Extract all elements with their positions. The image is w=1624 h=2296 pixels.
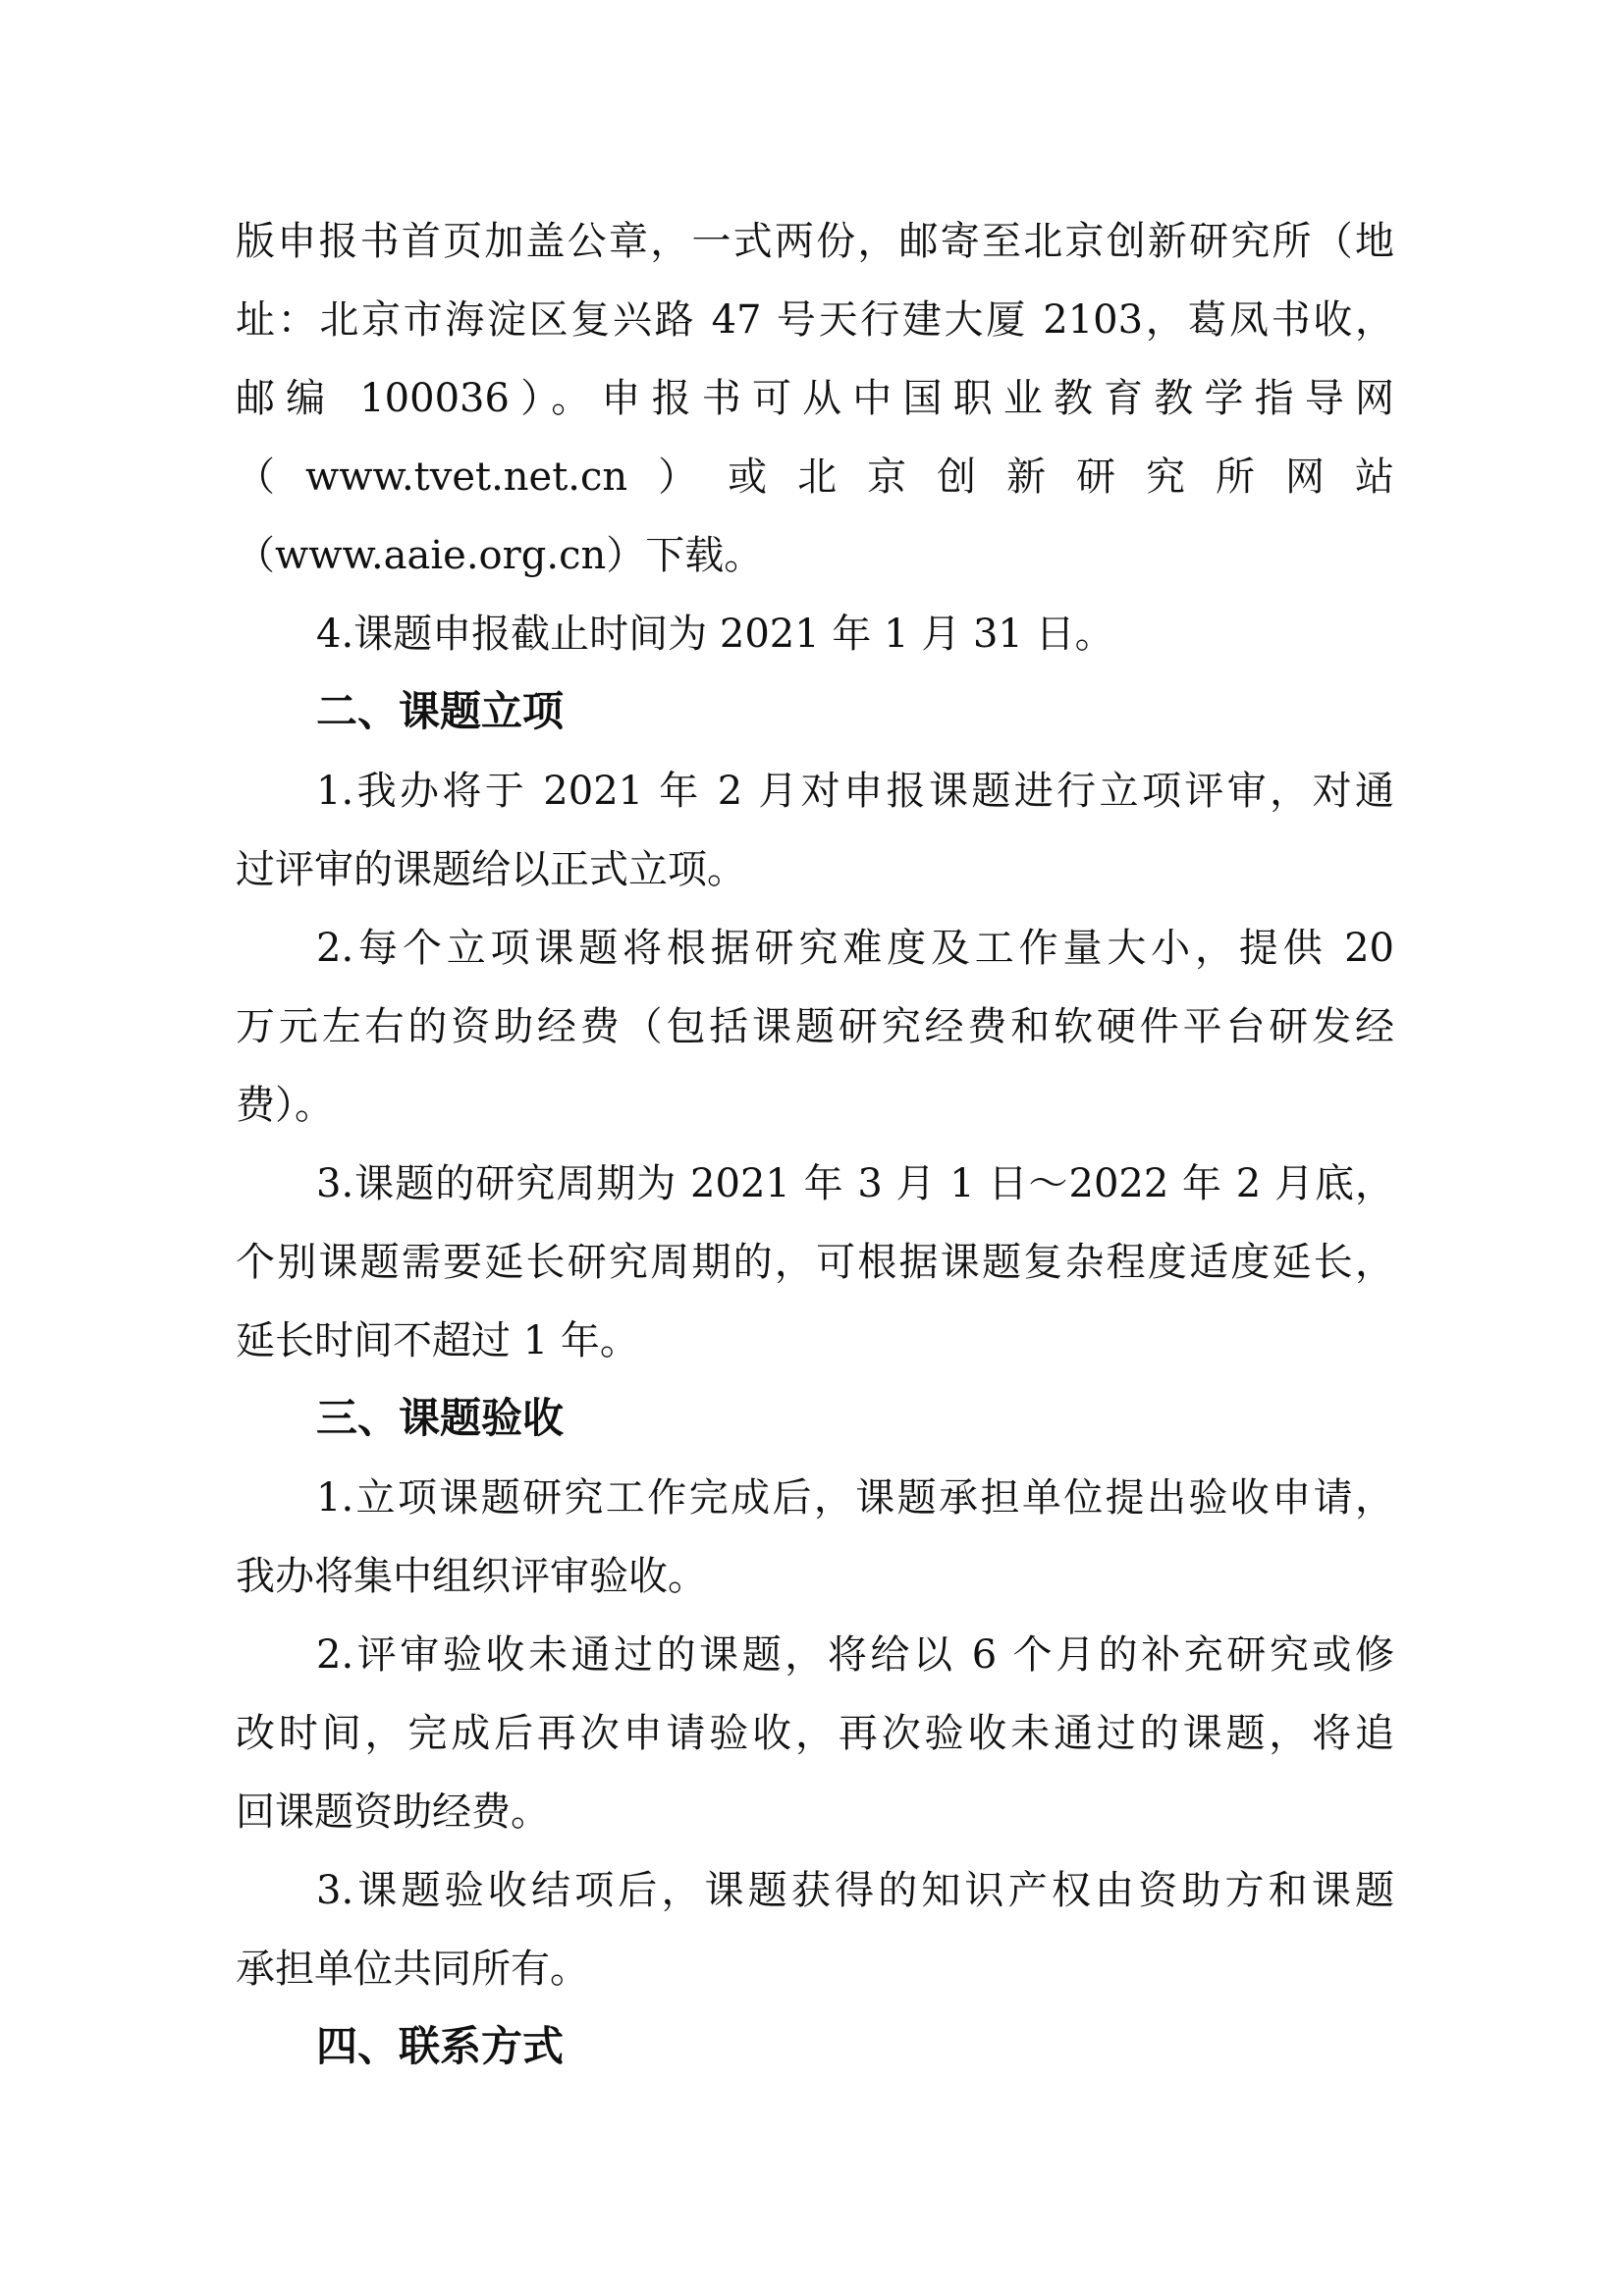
list-item: 1.立项课题研究工作完成后，课题承担单位提出验收申请， — [316, 1475, 1394, 1521]
paragraph-line: 版申报书首页加盖公章，一式两份，邮寄至北京创新研究所（地 — [236, 219, 1394, 264]
paragraph-line: 址：北京市海淀区复兴路 47 号天行建大厦 2103，葛凤书收， — [236, 297, 1394, 343]
paragraph-line: 邮编 100036）。申报书可从中国职业教育教学指导网 — [236, 376, 1394, 421]
list-item: 1.我办将于 2021 年 2 月对申报课题进行立项评审，对通 — [316, 769, 1394, 814]
list-item-continuation: 改时间，完成后再次申请验收，再次验收未通过的课题，将追 — [236, 1711, 1394, 1756]
list-item-continuation: 费）。 — [236, 1083, 334, 1128]
list-item-continuation: 过评审的课题给以正式立项。 — [236, 847, 746, 892]
section-heading-project-approval: 二、课题立项 — [316, 687, 565, 735]
list-item: 2.每个立项课题将根据研究难度及工作量大小，提供 20 — [316, 926, 1394, 971]
section-heading-contact: 四、联系方式 — [316, 2022, 565, 2070]
list-item: 3.课题验收结项后，课题获得的知识产权由资助方和课题 — [316, 1868, 1394, 1913]
paragraph-line: （www.tvet.net.cn）或北京创新研究所网站 — [236, 454, 1394, 500]
list-item: 2.评审验收未通过的课题，将给以 6 个月的补充研究或修 — [316, 1632, 1394, 1678]
list-item-continuation: 延长时间不超过 1 年。 — [236, 1318, 639, 1363]
section-heading-acceptance: 三、课题验收 — [316, 1394, 565, 1442]
list-item-continuation: 回课题资助经费。 — [236, 1789, 550, 1835]
list-item: 3.课题的研究周期为 2021 年 3 月 1 日～2022 年 2 月底， — [316, 1161, 1394, 1206]
list-item-continuation: 我办将集中组织评审验收。 — [236, 1554, 707, 1599]
deadline-item: 4.课题申报截止时间为 2021 年 1 月 31 日。 — [316, 612, 1114, 657]
list-item-continuation: 万元左右的资助经费（包括课题研究经费和软硬件平台研发经 — [236, 1004, 1394, 1049]
paragraph-line: （www.aaie.org.cn）下载。 — [236, 533, 764, 578]
list-item-continuation: 承担单位共同所有。 — [236, 1947, 589, 1992]
list-item-continuation: 个别课题需要延长研究周期的，可根据课题复杂程度适度延长， — [236, 1240, 1394, 1285]
